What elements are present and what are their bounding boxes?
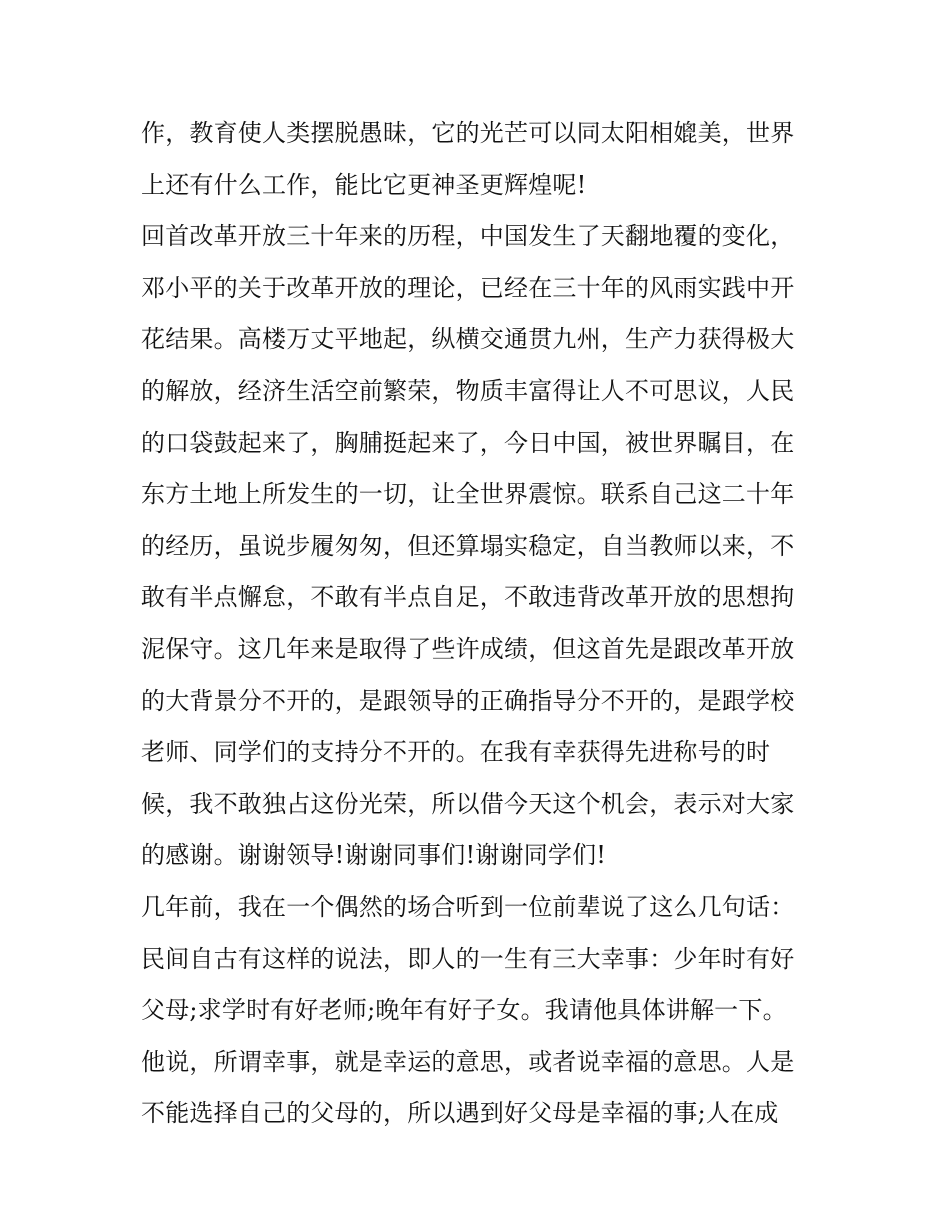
text-line: 他说，所谓幸事，就是幸运的意思，或者说幸福的意思。人是: [141, 1047, 795, 1076]
text-line: 的经历，虽说步履匆匆，但还算塌实稳定，自当教师以来，不: [141, 531, 795, 560]
text-line: 回首改革开放三十年来的历程，中国发生了天翻地覆的变化，: [141, 222, 795, 251]
text-line: 邓小平的关于改革开放的理论，已经在三十年的风雨实践中开: [141, 273, 795, 302]
text-line: 上还有什么工作，能比它更神圣更辉煌呢!: [141, 170, 587, 199]
text-line: 作，教育使人类摆脱愚昧，它的光芒可以同太阳相媲美，世界: [141, 119, 795, 147]
text-line: 的解放，经济生活空前繁荣，物质丰富得让人不可思议，人民: [141, 376, 795, 405]
text-line: 花结果。高楼万丈平地起，纵横交通贯九州，生产力获得极大: [141, 325, 795, 354]
text-line: 敢有半点懈怠，不敢有半点自足，不敢违背改革开放的思想拘: [141, 583, 795, 612]
text-line: 父母;求学时有好老师;晚年有好子女。我请他具体讲解一下。: [141, 996, 787, 1025]
text-line: 东方土地上所发生的一切，让全世界震惊。联系自己这二十年: [141, 480, 795, 509]
text-line: 的口袋鼓起来了，胸脯挺起来了，今日中国，被世界瞩目，在: [141, 428, 795, 457]
text-line: 的感谢。谢谢领导!谢谢同事们!谢谢同学们!: [141, 841, 607, 870]
text-line: 泥保守。这几年来是取得了些许成绩，但这首先是跟改革开放: [141, 634, 795, 663]
text-line: 老师、同学们的支持分不开的。在我有幸获得先进称号的时: [141, 738, 771, 767]
body-text: [141, 108, 821, 1140]
text-line: 候，我不敢独占这份光荣，所以借今天这个机会，表示对大家: [141, 789, 795, 818]
text-line: 民间自古有这样的说法，即人的一生有三大幸事：少年时有好: [141, 944, 795, 973]
text-line: 不能选择自己的父母的，所以遇到好父母是幸福的事;人在成: [141, 1099, 779, 1128]
text-line: 几年前，我在一个偶然的场合听到一位前辈说了这么几句话：: [141, 892, 795, 921]
text-line: 的大背景分不开的，是跟领导的正确指导分不开的，是跟学校: [141, 686, 795, 715]
